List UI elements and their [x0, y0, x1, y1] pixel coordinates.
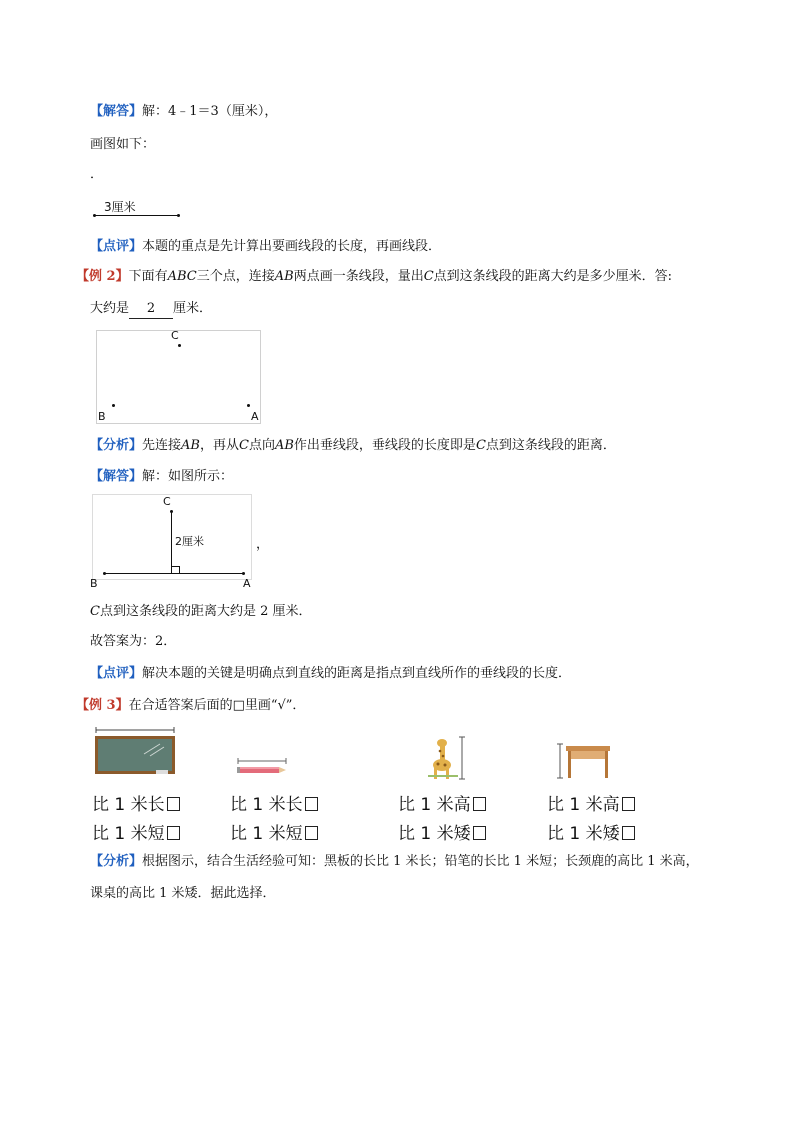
- analysis-3-tag: 【分析】: [90, 854, 143, 869]
- perpendicular-figure: [90, 494, 252, 590]
- segment-start-point: [93, 214, 96, 217]
- checkbox[interactable]: [305, 826, 318, 840]
- analysis-tag: 【分析】: [90, 438, 143, 453]
- result-text: 点到这条线段的距离大约是 2 厘米．: [99, 604, 312, 619]
- review-tag: 【点评】: [90, 239, 143, 254]
- segment-ab: [104, 573, 244, 574]
- segment-line: [94, 215, 179, 216]
- checkbox[interactable]: [167, 826, 180, 840]
- checkbox[interactable]: [305, 797, 318, 811]
- review-2-text: 解决本题的关键是明确点到直线的距离是指点到直线所作的垂线段的长度．: [142, 666, 572, 681]
- a-text: ，再从: [199, 438, 239, 453]
- option-desk-shorter: [547, 819, 635, 844]
- option-label: 比 1 米长: [92, 795, 165, 815]
- desk-icon: [556, 738, 612, 780]
- option-label: 比 1 米高: [547, 795, 620, 815]
- perpendicular-segment: [171, 511, 172, 573]
- result-line: [90, 603, 312, 621]
- fig-c-label: C: [163, 495, 171, 508]
- checkbox[interactable]: [473, 826, 486, 840]
- abc-figure: [96, 330, 261, 424]
- example-2-tag: 【例 2】: [76, 269, 129, 284]
- example-2-question: [76, 268, 672, 286]
- point-b-label: B: [98, 410, 106, 423]
- option-blackboard-longer: [92, 790, 180, 815]
- analysis-3-text-2: 课桌的高比 1 米矮．据此选择．: [90, 886, 276, 901]
- example-3-tag: 【例 3】: [76, 698, 129, 713]
- option-label: 比 1 米矮: [398, 824, 471, 844]
- figure-comma: ，: [256, 537, 270, 552]
- solution-2-tag: 【解答】: [90, 469, 143, 484]
- option-label: 比 1 米矮: [547, 824, 620, 844]
- checkbox[interactable]: [473, 797, 486, 811]
- solution-2-text: 解：如图所示：: [142, 469, 234, 484]
- review-text: 本题的重点是先计算出要画线段的长度，再画线段．: [142, 239, 442, 254]
- blackboard-icon: [94, 726, 176, 778]
- segment-figure: [92, 198, 184, 224]
- example-3-question: [76, 697, 305, 715]
- analysis-3-text: 根据图示，结合生活经验可知：黑板的长比 1 米长；铅笔的长比 1 米短；长颈鹿的高比 1 米高，: [142, 854, 699, 869]
- a-ab: AB: [181, 438, 200, 453]
- point-a: [247, 404, 250, 407]
- option-pencil-shorter: [230, 819, 318, 844]
- analysis-2-line: [90, 437, 616, 455]
- option-label: 比 1 米短: [92, 824, 165, 844]
- example-2-answer-line: [90, 300, 212, 319]
- q-ab: AB: [274, 269, 294, 284]
- point-c-label: C: [171, 329, 179, 342]
- option-giraffe-shorter: [398, 819, 486, 844]
- answer-blank: 2: [129, 300, 173, 319]
- checkbox[interactable]: [622, 826, 635, 840]
- option-label: 比 1 米高: [398, 795, 471, 815]
- checkbox[interactable]: [622, 797, 635, 811]
- segment-end-point: [177, 214, 180, 217]
- perpendicular-length-label: 2厘米: [175, 535, 204, 548]
- point-a-label: A: [251, 410, 259, 423]
- q-c: C: [423, 269, 434, 284]
- solution-tag: 【解答】: [90, 104, 143, 119]
- review-line: [90, 238, 441, 256]
- q-text: 下面有: [128, 269, 168, 284]
- option-pencil-longer: [230, 790, 318, 815]
- point-c: [178, 344, 181, 347]
- a-text: 先连接: [142, 438, 182, 453]
- a-text: 点到这条线段的距离．: [485, 438, 616, 453]
- fig-point-a: [242, 572, 245, 575]
- q-text: 三个点，连接: [196, 269, 275, 284]
- a-text: 点向: [248, 438, 275, 453]
- dot-text: ．: [90, 167, 104, 182]
- option-label: 比 1 米短: [230, 824, 303, 844]
- q-abc: ABC: [167, 269, 197, 284]
- solution-text: 解：4﹣1＝3（厘米），: [142, 104, 278, 119]
- fig-b-label: B: [90, 577, 98, 590]
- pencil-icon: [236, 758, 288, 778]
- example-3-text: 在合适答案后面的□里画“√”．: [128, 698, 306, 713]
- option-blackboard-shorter: [92, 819, 180, 844]
- option-giraffe-taller: [398, 790, 486, 815]
- option-label: 比 1 米长: [230, 795, 303, 815]
- a-c: C: [475, 438, 486, 453]
- final-answer: 故答案为：2．: [90, 634, 177, 649]
- a-text: 作出垂线段，垂线段的长度即是: [293, 438, 476, 453]
- fig-a-label: A: [243, 577, 251, 590]
- right-angle-mark: [172, 566, 180, 573]
- analysis-3-line: [90, 853, 699, 871]
- q-text: 点到这条线段的距离大约是多少厘米．答:: [433, 269, 673, 284]
- point-b: [112, 404, 115, 407]
- a-ab: AB: [274, 438, 294, 453]
- option-desk-taller: [547, 790, 635, 815]
- solution-line: [90, 103, 277, 121]
- answer-pre: 大约是: [90, 301, 130, 316]
- solution-2-line: [90, 468, 233, 486]
- review-2-line: [90, 665, 571, 683]
- answer-post: 厘米．: [173, 301, 213, 316]
- draw-text: 画图如下：: [90, 137, 156, 152]
- result-c: C: [90, 604, 100, 619]
- checkbox[interactable]: [167, 797, 180, 811]
- a-c: C: [239, 438, 249, 453]
- q-text: 两点画一条线段，量出: [293, 269, 424, 284]
- segment-label: 3厘米: [104, 200, 136, 214]
- fig-point-b: [103, 572, 106, 575]
- review-2-tag: 【点评】: [90, 666, 143, 681]
- giraffe-icon: [426, 735, 472, 781]
